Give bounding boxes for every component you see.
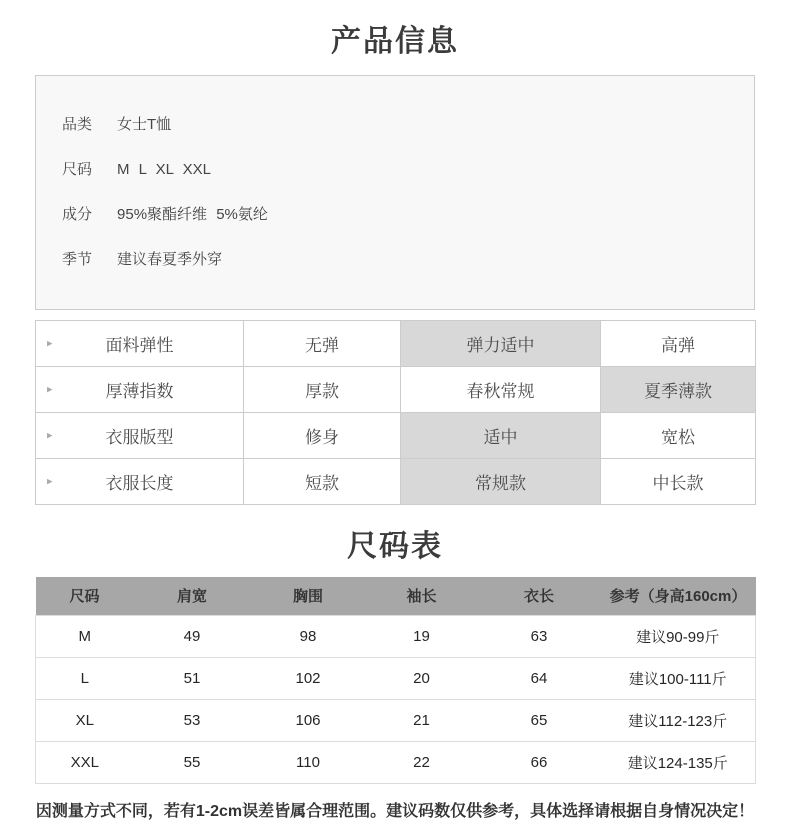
attribute-name-cell — [36, 413, 244, 459]
attribute-row — [36, 459, 756, 505]
info-row — [62, 102, 754, 147]
size-table-body — [36, 615, 756, 783]
info-value: 女士T恤 — [117, 116, 172, 133]
size-table-header: 袖长 — [366, 577, 478, 615]
attribute-name-cell — [36, 459, 244, 505]
size-table-cell: 98 — [251, 615, 366, 657]
size-table-cell: 64 — [478, 657, 601, 699]
attribute-name: 厚薄指数 — [105, 382, 174, 401]
attribute-row — [36, 367, 756, 413]
attribute-option: 短款 — [244, 459, 401, 505]
info-label: 成分 — [62, 206, 93, 223]
info-row — [62, 147, 754, 192]
size-table-header: 肩宽 — [134, 577, 251, 615]
attribute-option: 厚款 — [244, 367, 401, 413]
size-table-cell: 102 — [251, 657, 366, 699]
info-row — [62, 192, 754, 237]
triangle-right-icon: ▸ — [47, 429, 53, 441]
triangle-right-icon: ▸ — [47, 475, 53, 487]
info-label: 季节 — [62, 251, 93, 268]
size-table-cell: 51 — [134, 657, 251, 699]
footer-note: 因测量方式不同，若有1-2cm误差皆属合理范围。建议码数仅供参考，具体选择请根据自身情况决定！ — [35, 802, 755, 820]
size-table-cell: 建议90-99斤 — [601, 615, 756, 657]
size-table-cell: 建议112-123斤 — [601, 699, 756, 741]
attribute-name: 面料弹性 — [105, 336, 174, 355]
attribute-option: 春秋常规 — [401, 367, 601, 413]
attribute-name: 衣服长度 — [105, 474, 174, 493]
size-table — [35, 577, 756, 784]
attribute-option: 修身 — [244, 413, 401, 459]
size-table-header: 尺码 — [36, 577, 134, 615]
info-value: 95%聚酯纤维 5%氨纶 — [117, 206, 268, 223]
attribute-option: 宽松 — [601, 413, 756, 459]
size-table-cell: M — [36, 615, 134, 657]
size-table-cell: 106 — [251, 699, 366, 741]
page-title: 产品信息 — [331, 24, 459, 58]
size-table-cell: 55 — [134, 741, 251, 783]
size-table-cell: 110 — [251, 741, 366, 783]
size-table-header: 参考（身高160cm） — [601, 577, 756, 615]
attribute-row — [36, 321, 756, 367]
size-table-cell: 49 — [134, 615, 251, 657]
attribute-option: 弹力适中 — [401, 321, 601, 367]
attribute-name-cell — [36, 321, 244, 367]
size-table-row — [36, 657, 756, 699]
attribute-name-cell — [36, 367, 244, 413]
size-table-cell: 63 — [478, 615, 601, 657]
attribute-row — [36, 413, 756, 459]
triangle-right-icon: ▸ — [47, 337, 53, 349]
size-table-cell: 建议124-135斤 — [601, 741, 756, 783]
size-table-cell: 53 — [134, 699, 251, 741]
attribute-option: 无弹 — [244, 321, 401, 367]
attribute-option: 常规款 — [401, 459, 601, 505]
attribute-option: 适中 — [401, 413, 601, 459]
info-label: 尺码 — [62, 161, 93, 178]
info-row — [62, 237, 754, 282]
size-table-row — [36, 699, 756, 741]
attribute-option: 高弹 — [601, 321, 756, 367]
attribute-option: 夏季薄款 — [601, 367, 756, 413]
size-table-cell: 21 — [366, 699, 478, 741]
info-value: 建议春夏季外穿 — [117, 251, 223, 268]
size-table-cell: 22 — [366, 741, 478, 783]
attribute-table — [35, 320, 756, 505]
triangle-right-icon: ▸ — [47, 383, 53, 395]
attribute-option: 中长款 — [601, 459, 756, 505]
size-table-cell: L — [36, 657, 134, 699]
size-table-cell: 19 — [366, 615, 478, 657]
size-table-cell: XL — [36, 699, 134, 741]
info-label: 品类 — [62, 116, 93, 133]
size-table-row — [36, 741, 756, 783]
attribute-table-body — [36, 321, 756, 505]
size-table-cell: 20 — [366, 657, 478, 699]
size-table-cell: 66 — [478, 741, 601, 783]
size-table-cell: 65 — [478, 699, 601, 741]
attribute-name: 衣服版型 — [105, 428, 174, 447]
size-table-row — [36, 615, 756, 657]
size-chart-title: 尺码表 — [347, 530, 443, 563]
info-value: M L XL XXL — [117, 161, 211, 178]
product-info-box — [35, 75, 755, 310]
size-table-header: 衣长 — [478, 577, 601, 615]
size-table-header: 胸围 — [251, 577, 366, 615]
size-table-cell: 建议100-111斤 — [601, 657, 756, 699]
size-table-header-row — [36, 577, 756, 615]
size-table-cell: XXL — [36, 741, 134, 783]
